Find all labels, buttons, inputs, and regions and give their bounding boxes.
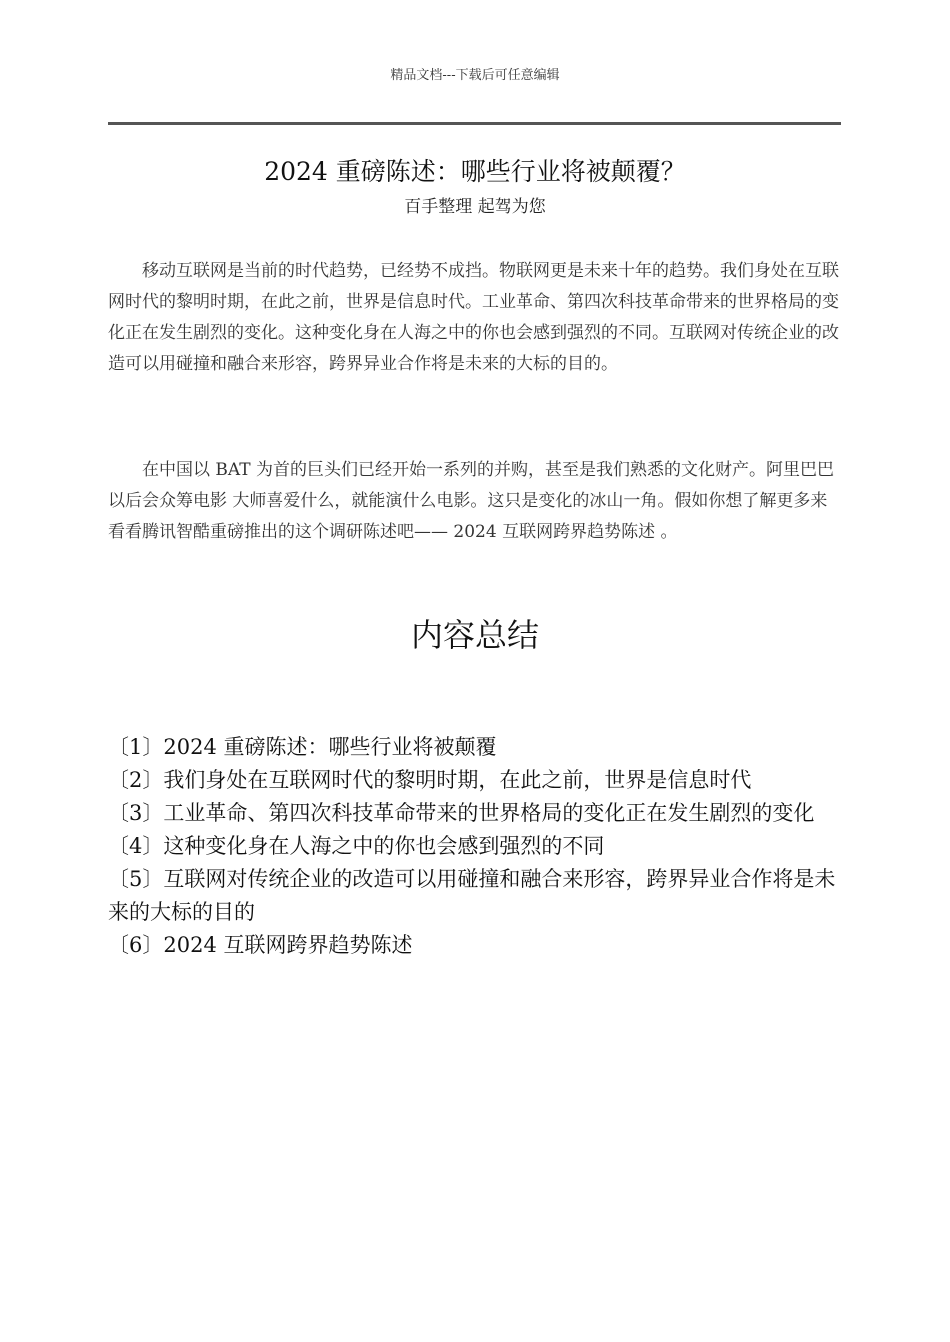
body-paragraph-1: 移动互联网是当前的时代趋势，已经势不成挡。物联网更是未来十年的趋势。我们身处在互联网时代的黎明时期，在此之前，世界是信息时代。工业革命、第四次科技革命带来的世界格局的变化正在发生剧烈的变化。这种变化身在人海之中的你也会感到强烈的不同。互联网对传统企业的改造可以用碰撞和融合来形容，跨界异业合作将是未来的大标的目的。 (108, 261, 839, 374)
summary-item-3: 〔3〕工业革命、第四次科技革命带来的世界格局的变化正在发生剧烈的变化 (108, 801, 815, 825)
body-paragraph-2: 在中国以 BAT 为首的巨头们已经开始一系列的并购，甚至是我们熟悉的文化财产。阿里巴巴以后会众筹电影 大师喜爱什么，就能演什么电影。这只是变化的冰山一角。假如你想了解更多来看看腾讯智酷重磅推出的这个调研陈述吧—— 2024 互联网跨界趋势陈述 。 (108, 460, 834, 542)
document-subtitle: 百手整理 起驾为您 (404, 197, 546, 217)
document-title: 2024 重磅陈述：哪些行业将被颠覆？ (264, 157, 686, 186)
summary-item-6: 〔6〕2024 互联网跨界趋势陈述 (108, 933, 413, 957)
summary-heading: 内容总结 (410, 616, 539, 654)
summary-item-5: 〔5〕互联网对传统企业的改造可以用碰撞和融合来形容，跨界异业合作将是未来的大标的目的 (108, 867, 836, 924)
summary-item-2: 〔2〕我们身处在互联网时代的黎明时期，在此之前，世界是信息时代 (108, 768, 752, 792)
summary-item-1: 〔1〕2024 重磅陈述：哪些行业将被颠覆 (108, 735, 497, 759)
summary-item-4: 〔4〕这种变化身在人海之中的你也会感到强烈的不同 (108, 834, 605, 858)
page-header: 精品文档---下载后可任意编辑 (390, 68, 560, 83)
summary-list (108, 731, 841, 962)
header-divider (108, 122, 841, 125)
